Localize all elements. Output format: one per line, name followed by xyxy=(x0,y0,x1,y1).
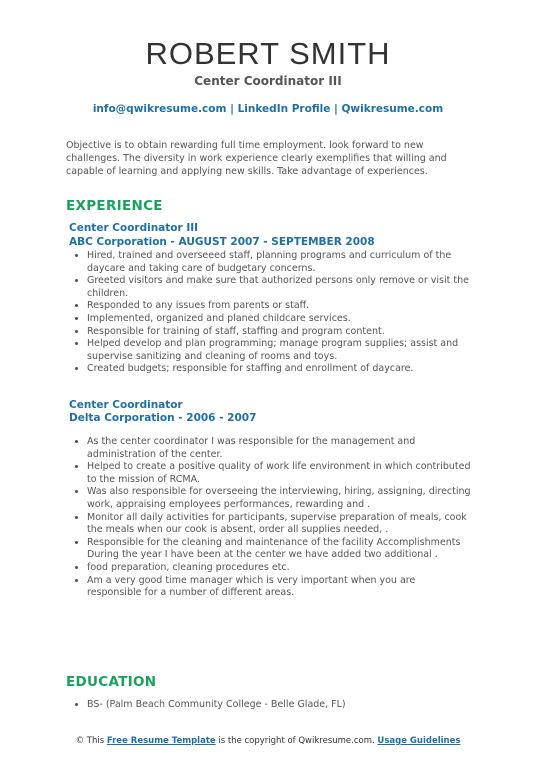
list-item: • Hired, trained and overseeed staff, planning programs and curriculum of the daycare and taking care of budgetary concerns. xyxy=(87,250,471,275)
list-item: • Responsible for training of staff, staffing and program content. xyxy=(87,326,471,339)
list-item: • As the center coordinator I was responsible for the management and administration of the center. xyxy=(87,436,471,461)
list-item: • Was also responsible for overseeing the interviewing, hiring, assigning, directing work, appraising employees performances, rewarding and . xyxy=(87,486,471,511)
list-item: • Am a very good time manager which is very important when you are responsible for a number of different areas. xyxy=(87,575,471,600)
candidate-name: ROBERT SMITH xyxy=(145,36,391,71)
list-item: • Helped to create a positive quality of work life environment in which contributed to the mission of RCMA. xyxy=(87,461,471,486)
job-duties-list xyxy=(69,436,471,600)
separator: | xyxy=(333,103,338,115)
footer xyxy=(0,736,536,746)
email-link[interactable]: info@qwikresume.com xyxy=(92,103,227,115)
job-title: Center Coordinator xyxy=(69,399,183,411)
list-item: • Helped develop and plan programming; manage program supplies; assist and supervise sanitizing and cleaning of rooms and toys. xyxy=(87,338,471,363)
list-item: • Responded to any issues from parents or staff. xyxy=(87,300,471,313)
objective-text: Objective is to obtain rewarding full time employment. look forward to new challenges. The diversity in work experience clearly exemplifies that willing and capable of learning and applying new skills. Take advantage of experiences. xyxy=(66,140,447,177)
footer-prefix: © This xyxy=(75,736,105,746)
separator: | xyxy=(230,103,234,115)
candidate-job-title: Center Coordinator III xyxy=(194,74,342,88)
job-duties-list xyxy=(69,250,471,376)
experience-heading: EXPERIENCE xyxy=(66,198,163,214)
education-heading: EDUCATION xyxy=(66,674,157,690)
list-item: • Monitor all daily activities for participants, supervise preparation of meals, cook the meals when our cook is absent, order all supplies needed, . xyxy=(87,512,471,537)
usage-guidelines-link[interactable]: Usage Guidelines xyxy=(377,736,461,746)
job-title: Center Coordinator III xyxy=(69,222,199,234)
education-list xyxy=(69,699,471,712)
list-item: • BS- (Palm Beach Community College - Belle Glade, FL) xyxy=(87,699,471,712)
job-company: ABC Corporation - AUGUST 2007 - SEPTEMBER 2008 xyxy=(69,236,375,248)
list-item: • food preparation, cleaning procedures etc. xyxy=(87,562,471,575)
list-item: • Responsible for the cleaning and maintenance of the facility Accomplishments During the year I have been at the center we have added two additional . xyxy=(87,537,471,562)
free-resume-template-link[interactable]: Free Resume Template xyxy=(106,736,216,746)
job-company: Delta Corporation - 2006 - 2007 xyxy=(69,412,257,424)
list-item: • Implemented, organized and planed childcare services. xyxy=(87,313,471,326)
list-item: • Created budgets; responsible for staffing and enrollment of daycare. xyxy=(87,363,471,376)
contact-line xyxy=(0,103,536,115)
linkedin-link[interactable]: LinkedIn Profile xyxy=(237,103,331,115)
website-link[interactable]: Qwikresume.com xyxy=(341,103,444,115)
footer-copyright-text: is the copyright of Qwikresume.com. xyxy=(218,736,375,746)
list-item: • Greeted visitors and make sure that authorized persons only remove or visit the children. xyxy=(87,275,471,300)
